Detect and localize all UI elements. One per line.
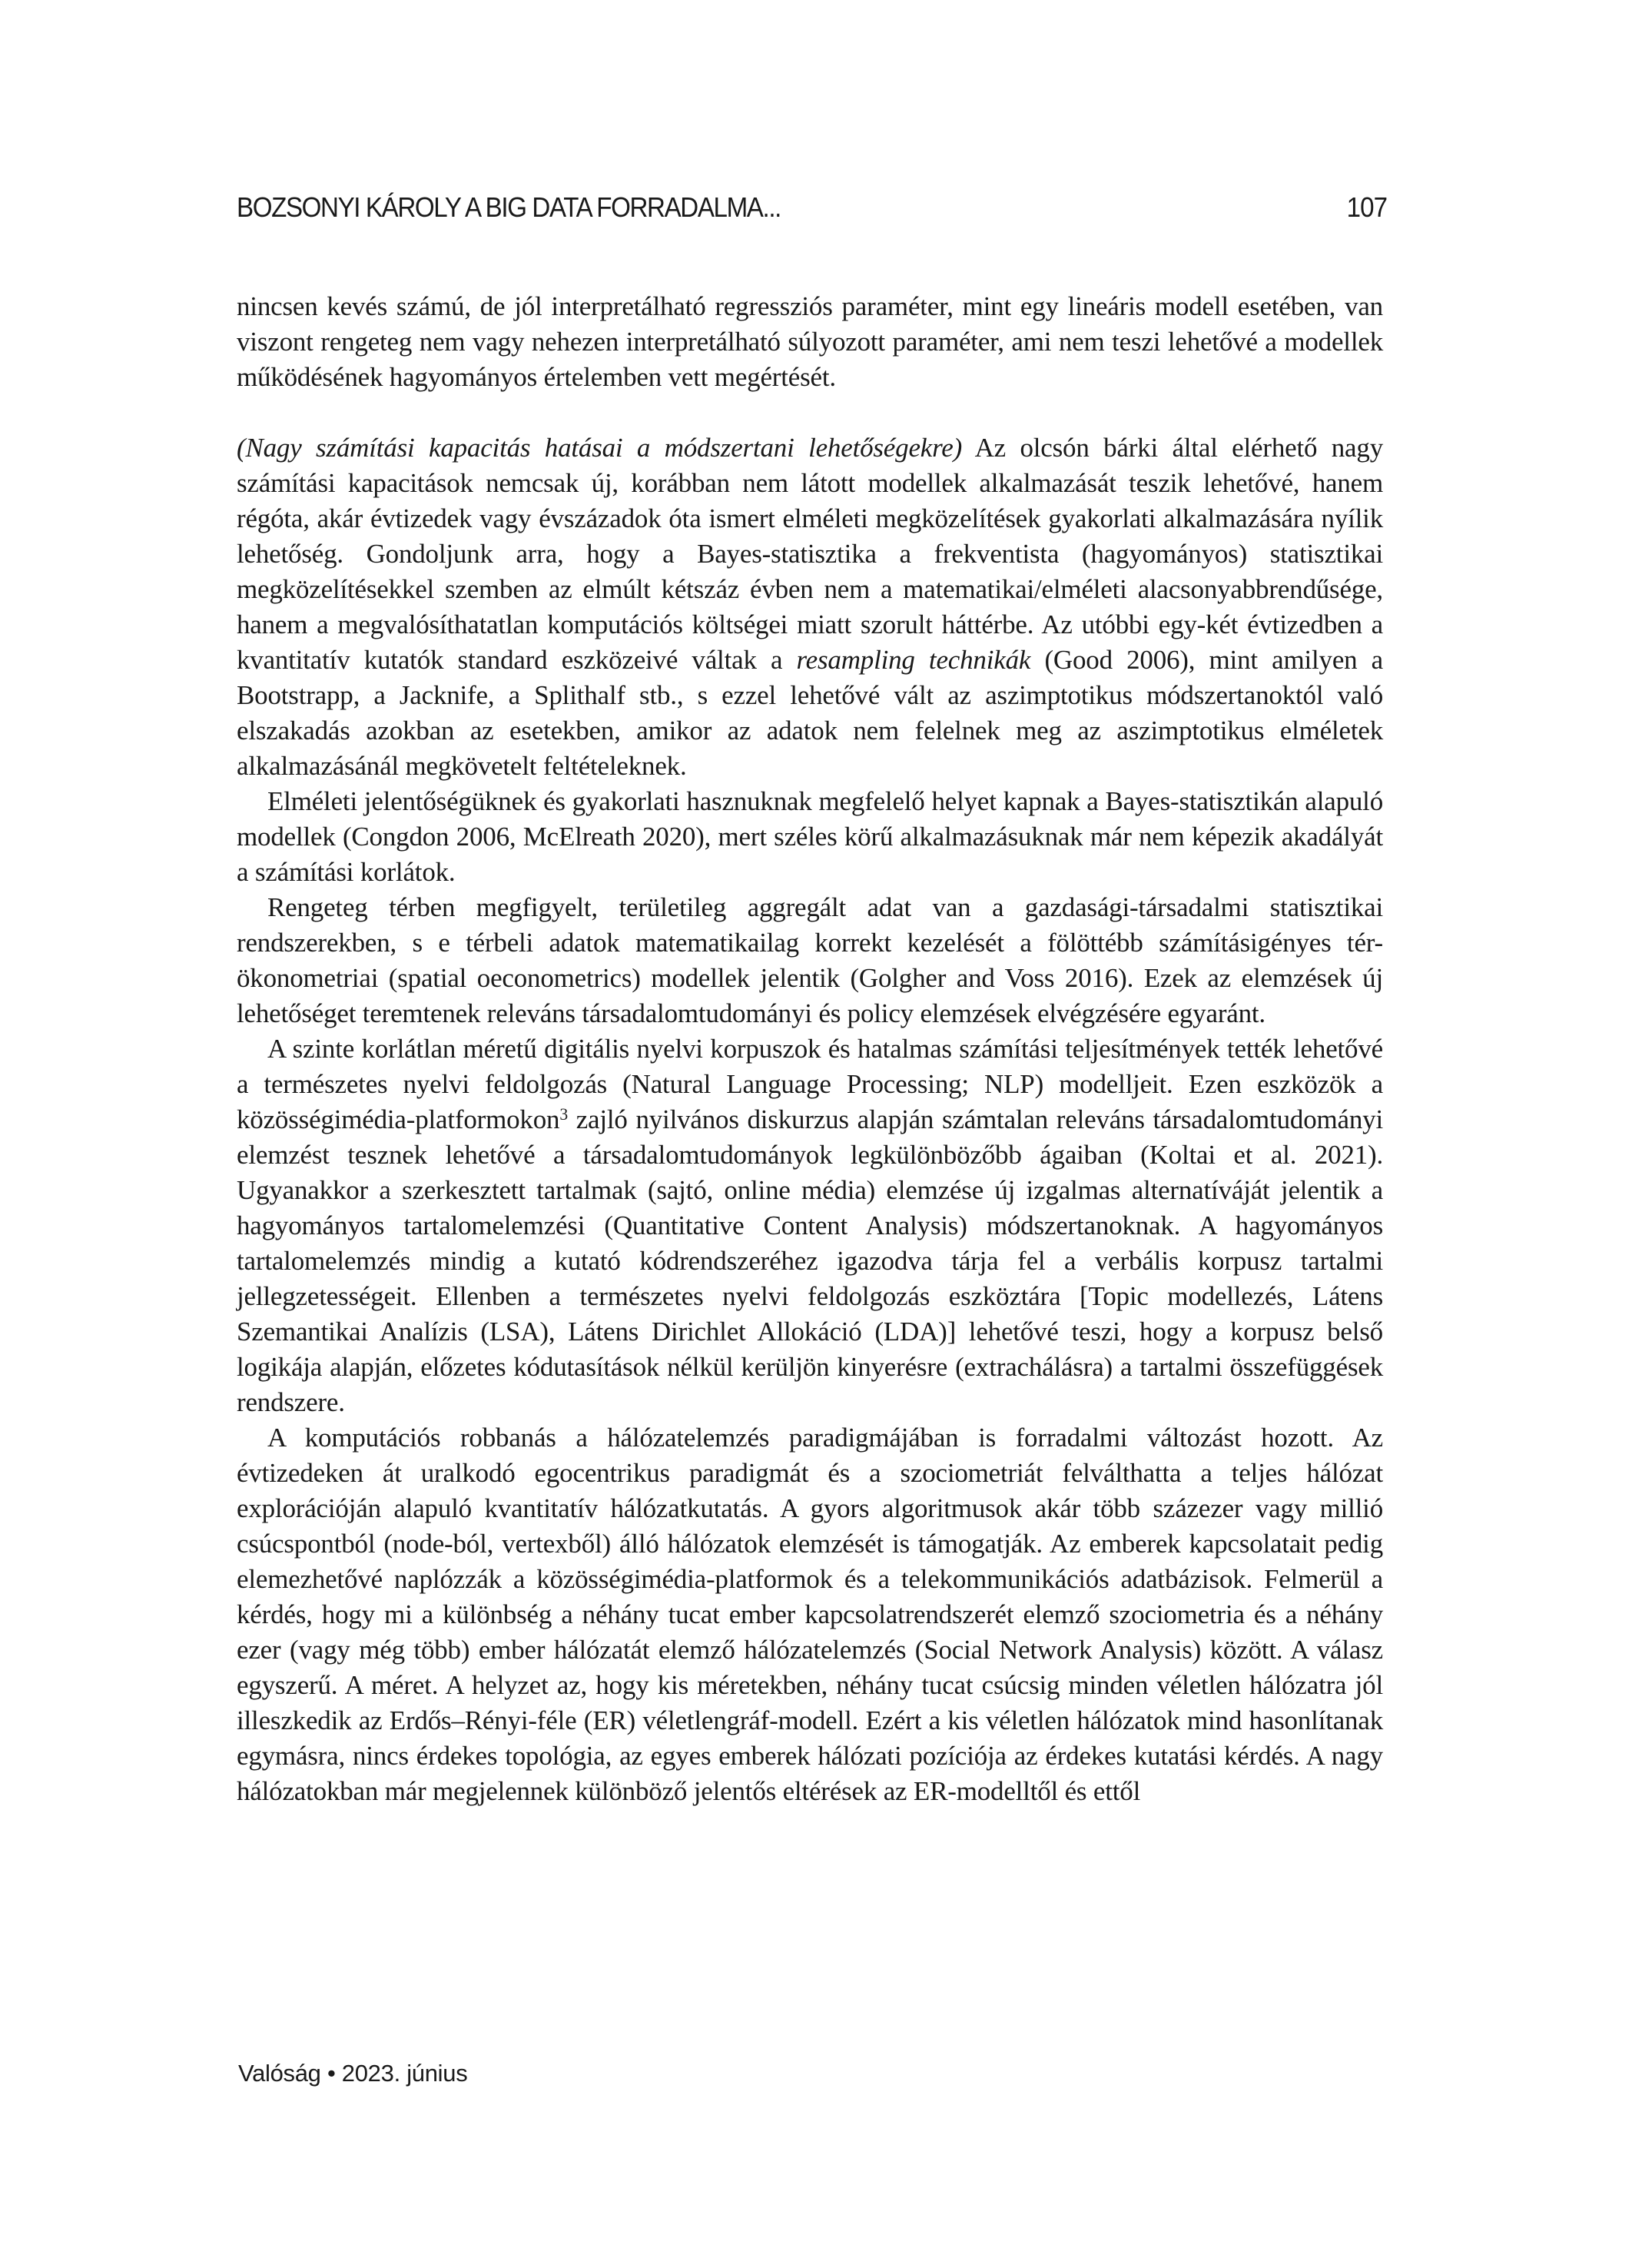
page-number: 107	[1346, 191, 1387, 223]
text-segment: A szinte korlátlan méretű digitális nyelvi korpuszok és hatalmas számítási teljesítmények tették lehetővé a természetes nyelvi feldolgozás (Natural Language Processing; NLP) modelljeit. Ezen eszközök a közösségimédia-platformokon	[237, 1034, 1383, 1134]
text-segment: Az olcsón bárki által elérhető nagy számítási kapacitások nemcsak új, korábban nem látott modellek alkalmazását teszik lehetővé, hanem régóta, akár évtizedek vagy évszázadok óta ismert elméleti megközelítések gyakorlati alkalmazására nyílik lehetőség. Gondoljunk arra, hogy a Bayes-statisztika a frekventista (hagyományos) statisztikai megközelítésekkel szemben az elmúlt kétszáz évben nem a matematikai/elméleti alacsonyabbrendűsége, hanem a megvalósíthatatlan komputációs költségei miatt szorult háttérbe. Az utóbbi egy-két évtizedben a kvantitatív kutatók standard eszközeivé váltak a	[237, 433, 1383, 675]
paragraph	[237, 890, 1383, 1031]
running-head: BOZSONYI KÁROLY A BIG DATA FORRADALMA...	[237, 191, 781, 223]
text-segment: (Nagy számítási kapacitás hatásai a módszertani lehetőségekre)	[237, 433, 963, 463]
paragraph	[237, 1420, 1383, 1809]
footer-journal-line: Valóság • 2023. június	[238, 2060, 468, 2087]
text-segment: resampling technikák	[796, 645, 1031, 675]
text-segment: (Good 2006), mint amilyen a Bootstrapp, a Jacknife, a Splithalf stb., s ezzel lehetővé vált az aszimptotikus módszertanoktól való elszakadás azokban az esetekben, amikor az adatok nem felelnek meg az aszimptotikus elméletek alkalmazásánál megkövetelt feltételeknek.	[237, 645, 1384, 781]
paragraph	[237, 289, 1383, 395]
text-segment: zajló nyilvános diskurzus alapján számtalan releváns társadalomtudományi elemzést tesznek lehetővé a társadalomtudományok legkülönbözőbb ágaiban (Koltai et al. 2021). Ugyanakkor a szerkesztett tartalmak (sajtó, online média) elemzése új izgalmas alternatíváját jelentik a hagyományos tartalomelemzési (Quantitative Content Analysis) módszertanoknak. A hagyományos tartalomelemzés mindig a kutató kódrendszeréhez igazodva tárja fel a verbális korpusz tartalmi jellegzetességeit. Ellenben a természetes nyelvi feldolgozás eszköztára [Topic modellezés, Látens Szemantikai Analízis (LSA), Látens Dirichlet Allokáció (LDA)] lehetővé teszi, hogy a korpusz belső logikája alapján, előzetes kódutasítások nélkül kerüljön kinyerésre (extrachálásra) a tartalmi összefüggések rendszere.	[237, 1104, 1383, 1417]
text-segment: Rengeteg térben megfigyelt, területileg aggregált adat van a gazdasági-társadalmi statisztikai rendszerekben, s e térbeli adatok matematikailag korrekt kezelését a fölöttébb számításigényes tér-ökonometriai (spatial oeconometrics) modellek jelentik (Golgher and Voss 2016). Ezek az elemzések új lehetőséget teremtenek releváns társadalomtudományi és policy elemzések elvégzésére egyaránt.	[237, 892, 1383, 1028]
body-text	[237, 289, 1383, 1809]
text-segment: nincsen kevés számú, de jól interpretálható regressziós paraméter, mint egy lineáris modell esetében, van viszont rengeteg nem vagy nehezen interpretálható súlyozott paraméter, ami nem teszi lehetővé a modellek működésének hagyományos értelemben vett megértését.	[237, 291, 1383, 392]
paragraph	[237, 784, 1383, 890]
text-segment: A komputációs robbanás a hálózatelemzés paradigmájában is forradalmi változást hozott. Az évtizedeken át uralkodó egocentrikus paradigmát és a szociometriát felválthatta a teljes hálózat explorációján alapuló kvantitatív hálózatkutatás. A gyors algoritmusok akár több százezer vagy millió csúcspontból (node-ból, vertexből) álló hálózatok elemzését is támogatják. Az emberek kapcsolatait pedig elemezhetővé naplózzák a közösségimédia-platformok és a telekommunikációs adatbázisok. Felmerül a kérdés, hogy mi a különbség a néhány tucat ember kapcsolatrendszerét elemző szociometria és a néhány ezer (vagy még több) ember hálózatát elemző hálózatelemzés (Social Network Analysis) között. A válasz egyszerű. A méret. A helyzet az, hogy kis méretekben, néhány tucat csúcsig minden véletlen hálózatra jól illeszkedik az Erdős–Rényi-féle (ER) véletlengráf-modell. Ezért a kis véletlen hálózatok mind hasonlítanak egymásra, nincs érdekes topológia, az egyes emberek hálózati pozíciója az érdekes kutatási kérdés. A nagy hálózatokban már megjelennek különböző jelentős eltérések az ER-modelltől és ettől	[237, 1423, 1383, 1806]
footnote-marker: 3	[559, 1105, 568, 1124]
paragraph	[237, 430, 1383, 784]
text-segment: Elméleti jelentőségüknek és gyakorlati hasznuknak megfelelő helyet kapnak a Bayes-statisztikán alapuló modellek (Congdon 2006, McElreath 2020), mert széles körű alkalmazásuknak már nem képezik akadályát a számítási korlátok.	[237, 786, 1383, 887]
paragraph	[237, 1031, 1383, 1420]
